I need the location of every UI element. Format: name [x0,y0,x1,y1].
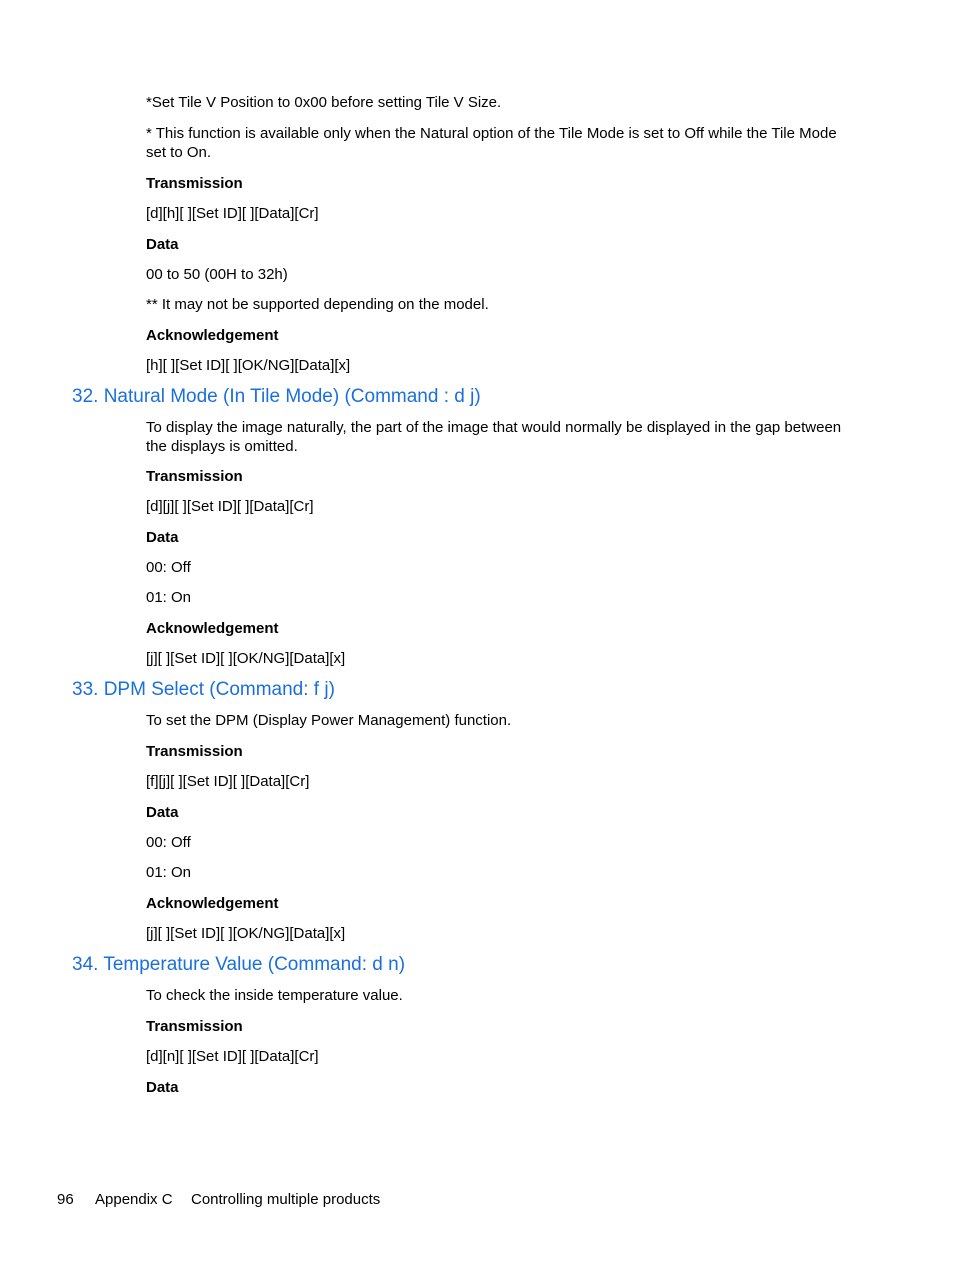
data-value-off: 00: Off [146,834,191,851]
footer-title: Controlling multiple products [191,1191,381,1208]
note-natural-option: * This function is available only when the Natural option of the Tile Mode is set to Off while the Tile Mode set to On. [146,125,837,161]
transmission-format: [f][j][ ][Set ID][ ][Data][Cr] [146,773,310,790]
transmission-label: Transmission [146,175,243,192]
acknowledgement-label: Acknowledgement [146,327,279,344]
transmission-label: Transmission [146,468,243,485]
acknowledgement-format: [j][ ][Set ID][ ][OK/NG][Data][x] [146,925,346,942]
data-value-on: 01: On [146,864,192,881]
acknowledgement-format: [h][ ][Set ID][ ][OK/NG][Data][x] [146,357,351,374]
transmission-label: Transmission [146,1018,243,1035]
data-label: Data [146,1079,179,1096]
acknowledgement-label: Acknowledgement [146,620,279,637]
section-description: To check the inside temperature value. [146,987,403,1004]
data-label: Data [146,804,179,821]
data-value-on: 01: On [146,589,192,606]
data-range: 00 to 50 (00H to 32h) [146,266,288,283]
transmission-format: [d][j][ ][Set ID][ ][Data][Cr] [146,498,314,515]
note-tile-v-position: *Set Tile V Position to 0x00 before setting Tile V Size. [146,94,502,111]
acknowledgement-label: Acknowledgement [146,895,279,912]
transmission-format: [d][n][ ][Set ID][ ][Data][Cr] [146,1048,319,1065]
section-heading-temperature-value: 34. Temperature Value (Command: d n) [72,954,406,975]
page-number: 96 [57,1191,74,1208]
page-footer [57,1190,380,1209]
transmission-format: [d][h][ ][Set ID][ ][Data][Cr] [146,205,319,222]
section-description: To display the image naturally, the part of the image that would normally be displayed in the gap between the displays is omitted. [146,419,842,455]
data-value-off: 00: Off [146,559,191,576]
section-heading-natural-mode: 32. Natural Mode (In Tile Mode) (Command : d j) [72,386,481,407]
page-content [0,93,954,1097]
section-heading-dpm-select: 33. DPM Select (Command: f j) [72,679,335,700]
transmission-label: Transmission [146,743,243,760]
data-label: Data [146,529,179,546]
footer-appendix: Appendix C [95,1191,173,1208]
data-note: ** It may not be supported depending on the model. [146,296,489,313]
data-label: Data [146,236,179,253]
section-description: To set the DPM (Display Power Management) function. [146,712,512,729]
acknowledgement-format: [j][ ][Set ID][ ][OK/NG][Data][x] [146,650,346,667]
